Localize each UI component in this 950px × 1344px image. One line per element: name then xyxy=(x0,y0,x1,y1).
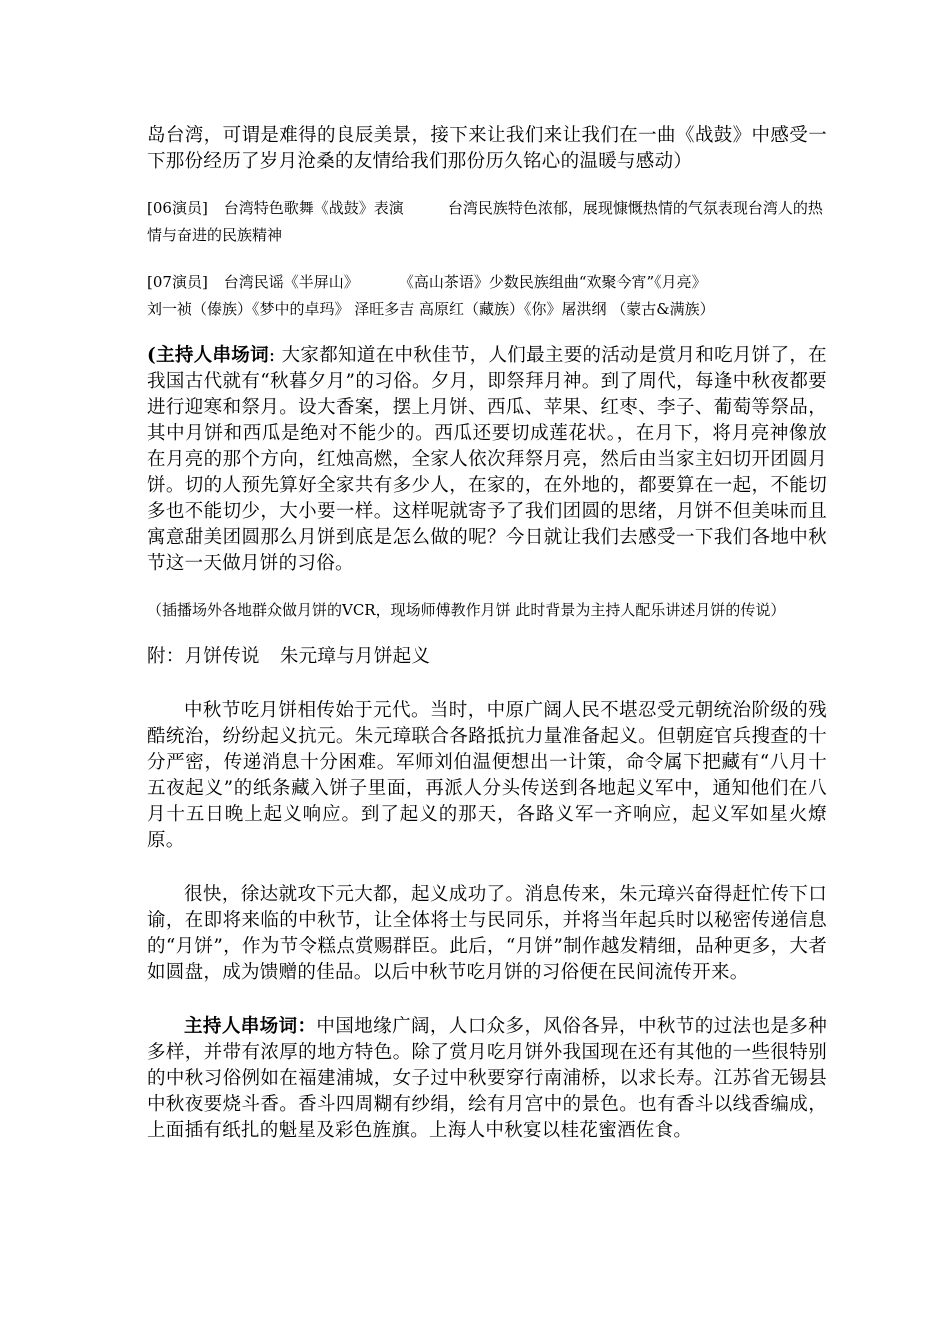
paragraph-intro: 岛台湾，可谓是难得的良辰美景，接下来让我们来让我们在一曲《战鼓》中感受一下那份经历了岁月沧桑的友情给我们那份历久铭心的温暖与感动） xyxy=(147,125,827,172)
program-07 xyxy=(147,269,827,323)
program-06-desc: 台湾民族特色浓郁，展现慷慨热情的气氛表现台湾人的热情与奋进的民族精神 xyxy=(147,199,823,244)
host-script-1 xyxy=(147,343,827,577)
host-script-2-label: 主持人串场词： xyxy=(184,1016,317,1037)
legend-paragraph-2: 很快，徐达就攻下元大都，起义成功了。消息传来，朱元璋兴奋得赶忙传下口谕，在即将来临的中秋节，让全体将士与民同乐，并将当年起兵时以秘密传递信息的“月饼”，作为节令糕点赏赐群臣。此后，“月饼”制作越发精细，品种更多，大者如圆盘，成为馈赠的佳品。以后中秋节吃月饼的习俗便在民间流传开来。 xyxy=(147,884,827,983)
host-script-1-label: 主持人串场词 xyxy=(156,345,269,366)
program-06 xyxy=(147,195,827,249)
host-script-1-prefix: ( xyxy=(147,345,157,366)
vcr-note: （插播场外各地群众做月饼的VCR，现场师傅教作月饼 此时背景为主持人配乐讲述月饼的传说） xyxy=(147,601,786,619)
program-07-song1: 台湾民谣《半屏山》 xyxy=(223,273,359,291)
host-script-1-text: : 大家都知道在中秋佳节，人们最主要的活动是赏月和吃月饼了，在我国古代就有“秋暮夕月”的习俗。夕月，即祭拜月神。到了周代，每逢中秋夜都要进行迎寒和祭月。设大香案，摆上月饼、西瓜、苹果、红枣、李子、葡萄等祭品，其中月饼和西瓜是绝对不能少的。西瓜还要切成莲花状。，在月下，将月亮神像放在月亮的那个方向，红烛高燃，全家人依次拜祭月亮，然后由当家主妇切开团圆月饼。切的人预先算好全家共有多少人，在家的，在外地的，都要算在一起，不能切多也不能切少，大小要一样。这样呢就寄予了我们团圆的思绪，月饼不但美味而且寓意甜美团圆那么月饼到底是怎么做的呢？今日就让我们去感受一下我们各地中秋节这一天做月饼的习俗。 xyxy=(147,345,827,574)
program-07-performers: 刘一祯（傣族）《梦中的卓玛》 泽旺多吉 高原红（藏族）《你》屠洪纲 （蒙古&满族） xyxy=(147,300,715,318)
appendix-title: 朱元璋与月饼起义 xyxy=(279,646,431,667)
host-script-2-text: 中国地缘广阔，人口众多，风俗各异，中秋节的过法也是多种多样，并带有浓厚的地方特色。除了赏月吃月饼外我国现在还有其他的一些很特别的中秋习俗例如在福建浦城，女子过中秋要穿行南浦桥，以求长寿。江苏省无锡县中秋夜要烧斗香。香斗四周糊有纱绢，绘有月宫中的景色。也有香斗以线香编成，上面插有纸扎的魁星及彩色旌旗。上海人中秋宴以桂花蜜酒佐食。 xyxy=(147,1016,827,1141)
document-page xyxy=(147,123,827,1144)
appendix-label: 附：月饼传说 xyxy=(147,646,260,667)
program-06-title: 台湾特色歌舞《战鼓》表演 xyxy=(223,199,404,217)
program-06-tag: [06演员] xyxy=(147,199,208,217)
program-07-song2: 《高山茶语》少数民族组曲“欢聚今宵”《月亮》 xyxy=(398,273,707,291)
program-07-tag: [07演员] xyxy=(147,273,208,291)
legend-paragraph-1: 中秋节吃月饼相传始于元代。当时，中原广阔人民不堪忍受元朝统治阶级的残酷统治，纷纷起义抗元。朱元璋联合各路抵抗力量准备起义。但朝庭官兵搜查的十分严密，传递消息十分困难。军师刘伯温便想出一计策，命令属下把藏有“八月十五夜起义”的纸条藏入饼子里面，再派人分头传送到各地起义军中，通知他们在八月十五日晚上起义响应。到了起义的那天，各路义军一齐响应，起义军如星火燎原。 xyxy=(147,700,827,851)
appendix-heading xyxy=(147,644,827,670)
host-script-2 xyxy=(147,1014,827,1144)
